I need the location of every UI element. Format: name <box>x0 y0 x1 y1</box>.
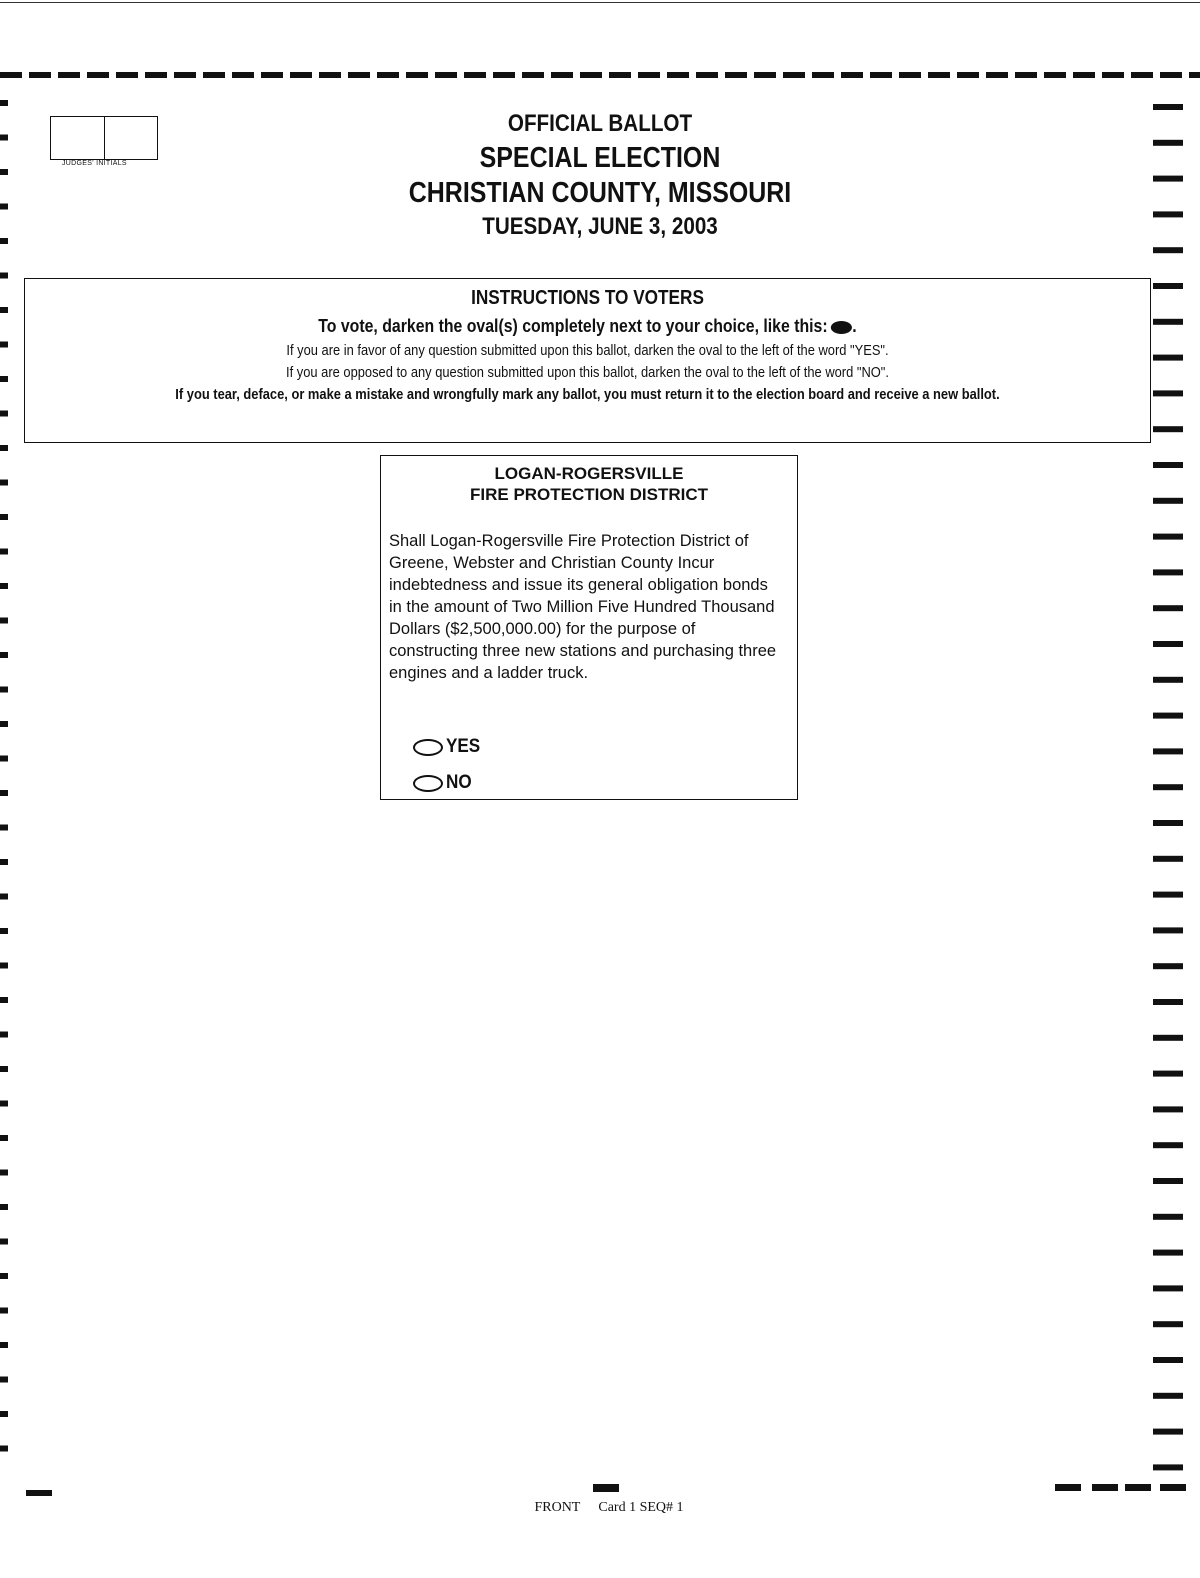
timing-mark-29 <box>841 72 863 78</box>
timing-mark-38 <box>1102 72 1124 78</box>
timing-mark-123 <box>1055 1484 1081 1491</box>
timing-mark-13 <box>377 72 399 78</box>
timing-mark-61 <box>1153 784 1183 790</box>
timing-mark-68 <box>1153 1035 1183 1041</box>
timing-mark-58 <box>1153 677 1183 683</box>
timing-mark-103 <box>0 859 8 865</box>
timing-mark-93 <box>0 514 8 520</box>
timing-mark-88 <box>0 342 8 348</box>
instructions-line-1: To vote, darken the oval(s) completely next to your choice, like this: . <box>318 316 857 336</box>
timing-mark-23 <box>667 72 689 78</box>
timing-mark-4 <box>116 72 138 78</box>
judges-initials-label: JUDGES' INITIALS <box>62 160 127 167</box>
timing-mark-90 <box>0 411 8 417</box>
timing-mark-106 <box>0 963 8 969</box>
timing-mark-55 <box>1153 569 1183 575</box>
timing-mark-51 <box>1153 426 1183 432</box>
timing-mark-95 <box>0 583 8 589</box>
timing-mark-10 <box>290 72 312 78</box>
timing-mark-22 <box>638 72 660 78</box>
timing-mark-40 <box>1160 72 1182 78</box>
timing-mark-109 <box>0 1066 8 1072</box>
timing-mark-47 <box>1153 283 1183 289</box>
filled-oval-example-icon <box>831 321 852 334</box>
timing-mark-0 <box>0 72 22 78</box>
timing-mark-6 <box>174 72 196 78</box>
timing-mark-112 <box>0 1170 8 1176</box>
timing-mark-59 <box>1153 713 1183 719</box>
timing-mark-72 <box>1153 1178 1183 1184</box>
timing-mark-86 <box>0 273 8 279</box>
measure-title-line-2: FIRE PROTECTION DISTRICT <box>470 485 708 504</box>
choice-yes[interactable] <box>413 736 484 758</box>
timing-mark-37 <box>1073 72 1095 78</box>
yes-oval[interactable] <box>413 739 443 756</box>
timing-mark-33 <box>957 72 979 78</box>
timing-mark-77 <box>1153 1357 1183 1363</box>
timing-mark-115 <box>0 1273 8 1279</box>
timing-mark-73 <box>1153 1214 1183 1220</box>
timing-mark-50 <box>1153 390 1183 396</box>
timing-mark-34 <box>986 72 1008 78</box>
no-label: NO <box>446 772 472 793</box>
timing-mark-71 <box>1153 1142 1183 1148</box>
timing-mark-49 <box>1153 355 1183 361</box>
timing-mark-3 <box>87 72 109 78</box>
timing-mark-114 <box>0 1239 8 1245</box>
timing-mark-17 <box>493 72 515 78</box>
timing-mark-52 <box>1153 462 1183 468</box>
timing-mark-11 <box>319 72 341 78</box>
measure-title <box>381 463 797 505</box>
timing-mark-125 <box>1125 1484 1151 1491</box>
no-oval[interactable] <box>413 775 443 792</box>
timing-mark-116 <box>0 1308 8 1314</box>
timing-mark-12 <box>348 72 370 78</box>
timing-mark-8 <box>232 72 254 78</box>
timing-mark-27 <box>783 72 805 78</box>
timing-mark-96 <box>0 618 8 624</box>
timing-mark-78 <box>1153 1393 1183 1399</box>
timing-mark-66 <box>1153 963 1183 969</box>
timing-mark-39 <box>1131 72 1153 78</box>
measure-text: Shall Logan-Rogersville Fire Protection District of Greene, Webster and Christian County Incur indebtedness and issue its general obligation bonds in the amount of Two Million Five Hundred Thousand Dollars ($2,500,000.00) for the purpose of constructing three new stations and purchasing three engines and a ladder truck. <box>389 532 777 682</box>
instructions-title: INSTRUCTIONS TO VOTERS <box>471 287 704 309</box>
timing-mark-35 <box>1015 72 1037 78</box>
choice-no[interactable] <box>413 772 475 794</box>
timing-mark-2 <box>58 72 80 78</box>
timing-mark-62 <box>1153 820 1183 826</box>
timing-mark-105 <box>0 928 8 934</box>
timing-mark-107 <box>0 997 8 1003</box>
timing-mark-67 <box>1153 999 1183 1005</box>
timing-mark-102 <box>0 825 8 831</box>
timing-mark-99 <box>0 721 8 727</box>
header-date: TUESDAY, JUNE 3, 2003 <box>482 213 718 240</box>
timing-mark-87 <box>0 307 8 313</box>
timing-mark-63 <box>1153 856 1183 862</box>
timing-mark-16 <box>464 72 486 78</box>
timing-mark-91 <box>0 445 8 451</box>
timing-mark-100 <box>0 756 8 762</box>
timing-mark-76 <box>1153 1321 1183 1327</box>
ballot-header <box>0 108 1200 244</box>
timing-mark-5 <box>145 72 167 78</box>
timing-mark-1 <box>29 72 51 78</box>
timing-mark-98 <box>0 687 8 693</box>
timing-mark-74 <box>1153 1250 1183 1256</box>
timing-mark-81 <box>0 100 8 106</box>
timing-mark-118 <box>0 1377 8 1383</box>
timing-mark-120 <box>0 1446 8 1452</box>
timing-mark-19 <box>551 72 573 78</box>
timing-mark-54 <box>1153 534 1183 540</box>
timing-mark-113 <box>0 1204 8 1210</box>
timing-mark-60 <box>1153 748 1183 754</box>
timing-mark-97 <box>0 652 8 658</box>
timing-mark-79 <box>1153 1429 1183 1435</box>
timing-mark-25 <box>725 72 747 78</box>
instructions-line-4: If you tear, deface, or make a mistake and wrongfully mark any ballot, you must return it to the election board and receive a new ballot. <box>175 386 1000 403</box>
measure-box <box>380 455 798 800</box>
timing-mark-31 <box>899 72 921 78</box>
timing-mark-9 <box>261 72 283 78</box>
timing-mark-65 <box>1153 927 1183 933</box>
timing-mark-104 <box>0 894 8 900</box>
timing-mark-92 <box>0 480 8 486</box>
timing-mark-64 <box>1153 892 1183 898</box>
header-special-election: SPECIAL ELECTION <box>479 142 721 174</box>
timing-mark-56 <box>1153 605 1183 611</box>
timing-mark-119 <box>0 1411 8 1417</box>
timing-mark-69 <box>1153 1071 1183 1077</box>
timing-mark-32 <box>928 72 950 78</box>
timing-mark-41 <box>1189 72 1200 78</box>
timing-mark-108 <box>0 1032 8 1038</box>
timing-mark-26 <box>754 72 776 78</box>
ballot-footer <box>0 1500 1200 1516</box>
measure-title-line-1: LOGAN-ROGERSVILLE <box>494 464 684 483</box>
timing-mark-111 <box>0 1135 8 1141</box>
instructions-box <box>24 278 1151 443</box>
timing-mark-94 <box>0 549 8 555</box>
timing-mark-46 <box>1153 247 1183 253</box>
timing-mark-117 <box>0 1342 8 1348</box>
instructions-line-2: If you are in favor of any question submitted upon this ballot, darken the oval to the left of the word "YES". <box>286 342 889 359</box>
timing-mark-75 <box>1153 1285 1183 1291</box>
timing-mark-24 <box>696 72 718 78</box>
timing-mark-48 <box>1153 319 1183 325</box>
timing-mark-126 <box>1160 1484 1186 1491</box>
timing-mark-122 <box>593 1484 619 1492</box>
footer-side: FRONT <box>534 1500 581 1515</box>
timing-mark-14 <box>406 72 428 78</box>
top-edge-rule <box>0 2 1200 3</box>
timing-mark-18 <box>522 72 544 78</box>
header-county: CHRISTIAN COUNTY, MISSOURI <box>408 177 792 209</box>
timing-mark-36 <box>1044 72 1066 78</box>
timing-mark-28 <box>812 72 834 78</box>
timing-mark-20 <box>580 72 602 78</box>
timing-mark-89 <box>0 376 8 382</box>
timing-mark-121 <box>26 1490 52 1496</box>
timing-mark-15 <box>435 72 457 78</box>
instructions-line-3: If you are opposed to any question submitted upon this ballot, darken the oval to the left of the word "NO". <box>286 364 889 381</box>
timing-mark-70 <box>1153 1106 1183 1112</box>
footer-card-seq: Card 1 SEQ# 1 <box>598 1500 684 1515</box>
instructions-line-1-text: To vote, darken the oval(s) completely next to your choice, like this: <box>318 316 828 336</box>
timing-mark-124 <box>1092 1484 1118 1491</box>
timing-mark-30 <box>870 72 892 78</box>
yes-label: YES <box>446 736 481 757</box>
timing-mark-53 <box>1153 498 1183 504</box>
timing-mark-7 <box>203 72 225 78</box>
timing-mark-21 <box>609 72 631 78</box>
timing-mark-101 <box>0 790 8 796</box>
timing-mark-57 <box>1153 641 1183 647</box>
header-official-ballot: OFFICIAL BALLOT <box>507 110 693 137</box>
timing-mark-110 <box>0 1101 8 1107</box>
timing-mark-80 <box>1153 1464 1183 1470</box>
